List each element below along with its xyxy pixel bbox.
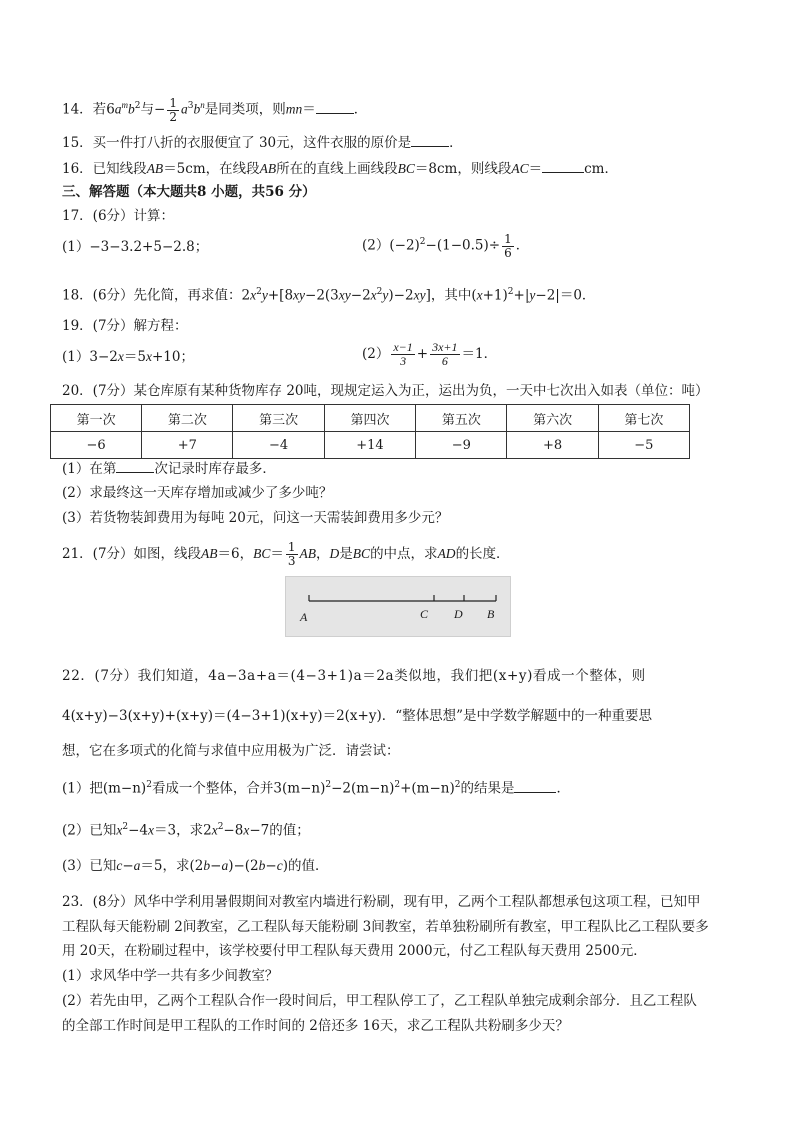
table-header-cell: 第二次 (142, 405, 233, 432)
question-22-part-3: (3）已知c−a＝5，求(2b−a)−(2b−c)的值． (62, 858, 329, 874)
fraction-one-third: $\frac{1}{3}$ (287, 540, 296, 568)
table-header-cell: 第七次 (598, 405, 689, 432)
point-d-label: D (454, 607, 463, 621)
fraction-3x-plus-1-over-6: $\frac{3x+1}{6}$ (432, 340, 458, 368)
fraction-one-half: $\frac{1}{2}$ (169, 95, 177, 124)
question-23-part-2b: 的全部工作时间是甲工程队的工作时间的 2倍还多 16天，求乙工程队共粉刷多少天？ (62, 1018, 569, 1034)
answer-blank-20-1[interactable] (116, 458, 154, 473)
question-20-part-3: (3）若货物装卸费用为每吨 20元，问这一天需装卸费用多少元？ (62, 510, 449, 526)
question-23-part-1: (1）求风华中学一共有多少间教室？ (62, 968, 279, 984)
question-14: 14．若$6a^mb^2$与− $\frac{1}{2}$ $a^3b^n$是同类项，则mn＝ ． (62, 95, 368, 124)
question-20-head: 20．(7分）某仓库原有某种货物库存 20吨，现规定运入为正，运出为负，一天中七次出入如表（单位：吨） (62, 383, 709, 399)
table-cell: −4 (233, 432, 324, 459)
question-17-part-1: (1）−3−3.2+5−2.8； (62, 239, 209, 255)
question-19-head: 19．(7分）解方程： (62, 318, 188, 334)
table-header-cell: 第五次 (416, 405, 507, 432)
question-23-part-2a: (2）若先由甲，乙两个工程队合作一段时间后，甲工程队停工了，乙工程队单独完成剩余部分．且乙工程队 (62, 993, 697, 1009)
question-19-part-1: (1）3−2x＝5x+10； (62, 349, 194, 365)
question-20-part-2: (2）求最终这一天库存增加或减少了多少吨？ (62, 485, 333, 501)
stock-table (50, 404, 690, 459)
question-22-line-3: 想，它在多项式的化简与求值中应用极为广泛．请尝试： (62, 743, 400, 759)
table-header-row (51, 405, 690, 432)
question-15: 15．买一件打八折的衣服便宜了 30元，这件衣服的原价是 ． (62, 132, 463, 153)
table-cell: −5 (598, 432, 689, 459)
question-22-line-1: 22．(7分）我们知道，4a−3a+a＝(4−3+1)a＝2a类似地，我们把(x+y)看成一个整体，则 (62, 668, 646, 684)
table-cell: −6 (51, 432, 142, 459)
answer-blank-22-1[interactable] (514, 778, 556, 793)
table-header-cell: 第一次 (51, 405, 142, 432)
section-3-heading: 三、解答题（本大题共8 小题，共56 分） (62, 184, 316, 200)
fraction-one-sixth: $\frac{1}{6}$ (504, 231, 512, 260)
question-23-line-1: 23．(8分）风华中学利用暑假期间对教室内墙进行粉刷，现有甲，乙两个工程队都想承包这项工程，已知甲 (62, 894, 701, 910)
point-c-label: C (420, 607, 429, 621)
question-17-part-2: $(2)(-2)^2-(1-0.5)\div$ $\frac{1}{6}$ ． (362, 231, 530, 260)
answer-blank-16[interactable] (542, 158, 584, 173)
question-22-line-2: 4(x+y)−3(x+y)+(x+y)＝(4−3+1)(x+y)＝2(x+y)．“整体思想”是中学数学解题中的一种重要思 (62, 708, 653, 724)
question-21: 21．(7分）如图，线段AB＝6，BC＝ $\frac{1}{3}$ AB，D是BC的中点，求AD的长度． (62, 540, 510, 568)
table-cell: +7 (142, 432, 233, 459)
question-20-part-1: (1）在第 次记录时库存最多． (62, 458, 276, 479)
question-17-head: 17．(6分）计算： (62, 208, 175, 224)
segment-diagram (286, 577, 510, 636)
table-row (51, 432, 690, 459)
question-23-line-2: 工程队每天能粉刷 2间教室，乙工程队每天能粉刷 3间教室，若单独粉刷所有教室，甲工程队比乙工程队要多 (62, 919, 709, 935)
answer-blank-14[interactable] (316, 99, 354, 114)
table-cell: +8 (507, 432, 598, 459)
question-22-part-1: (1）把$(m-n)^2$看成一个整体，合并$3(m-n)^2-2(m-n)^2+(m-n)^2$的结果是 ． (62, 775, 570, 799)
table-cell: −9 (416, 432, 507, 459)
question-23-line-3: 用 20天，在粉刷过程中，该学校要付甲工程队每天费用 2000元，付乙工程队每天费用 2500元． (62, 943, 647, 959)
segment-figure (285, 576, 511, 637)
question-19-part-2: (2） $\frac{x-1}{3}$ + $\frac{3x+1}{6}$ ＝1． (362, 340, 498, 368)
question-16: 16．已知线段AB＝5cm，在线段AB所在的直线上画线段BC＝8cm，则线段AC＝ cm． (62, 158, 618, 179)
point-a-label: A (300, 610, 308, 624)
fraction-x-minus-1-over-3: $\frac{x-1}{3}$ (393, 340, 413, 368)
point-b-label: B (487, 607, 495, 621)
table-cell: +14 (324, 432, 416, 459)
table-header-cell: 第六次 (507, 405, 598, 432)
question-18: 18．(6分）先化简，再求值：$2x^2y+[8xy-2(3xy-2x^2y)-2xy]$，其中$(x+1)^2+|y-2|=0$． (62, 287, 596, 304)
table-header-cell: 第三次 (233, 405, 324, 432)
answer-blank-15[interactable] (411, 132, 449, 147)
question-22-part-2: (2）已知$x^2-4x=3$，求$2x^2-8x-7$的值； (62, 822, 310, 839)
table-header-cell: 第四次 (324, 405, 416, 432)
